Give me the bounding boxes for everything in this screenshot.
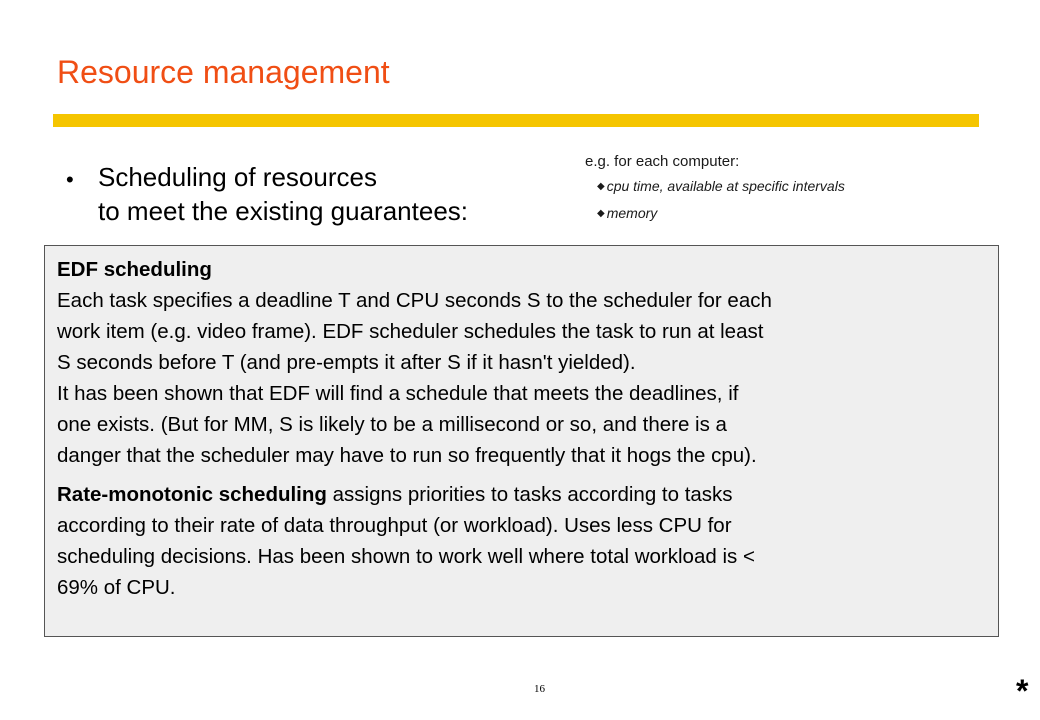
example-item: [597, 173, 845, 200]
page-number: 16: [534, 683, 545, 695]
edf-line: Each task specifies a deadline T and CPU seconds S to the scheduler for each: [57, 289, 772, 312]
title-underline-bar: [53, 114, 979, 127]
edf-heading: EDF scheduling: [57, 258, 212, 281]
main-bullet-text: [98, 160, 468, 228]
edf-paragraph: [57, 254, 986, 471]
example-item: [597, 200, 845, 227]
main-bullet-line-1: Scheduling of resources: [98, 162, 377, 192]
slide-title: Resource management: [57, 54, 390, 90]
rms-line: 69% of CPU.: [57, 576, 176, 599]
edf-line: S seconds before T (and pre-empts it after S if it hasn't yielded).: [57, 351, 636, 374]
example-intro: e.g. for each computer:: [585, 153, 740, 170]
scheduling-info-box: [44, 245, 999, 637]
rms-line: assigns priorities to tasks according to tasks: [326, 483, 733, 506]
rms-line: according to their rate of data throughput (or workload). Uses less CPU for: [57, 514, 732, 537]
example-item-text: memory: [606, 205, 658, 221]
asterisk-mark: *: [1016, 673, 1029, 709]
rms-paragraph: [57, 479, 986, 603]
example-block: [585, 151, 845, 227]
rms-heading: Rate-monotonic scheduling: [57, 483, 327, 506]
main-bullet-line-2: to meet the existing guarantees:: [98, 196, 469, 226]
diamond-bullet-icon: ◆: [597, 208, 605, 219]
edf-line: danger that the scheduler may have to run so frequently that it hogs the cpu).: [57, 444, 757, 467]
rms-line: scheduling decisions. Has been shown to work well where total workload is <: [57, 545, 755, 568]
diamond-bullet-icon: ◆: [597, 181, 605, 192]
bullet-marker: •: [66, 167, 74, 192]
edf-line: work item (e.g. video frame). EDF scheduler schedules the task to run at least: [57, 320, 764, 343]
example-item-text: cpu time, available at specific intervals: [606, 178, 845, 194]
edf-line: It has been shown that EDF will find a schedule that meets the deadlines, if: [57, 382, 739, 405]
edf-line: one exists. (But for MM, S is likely to be a millisecond or so, and there is a: [57, 413, 727, 436]
